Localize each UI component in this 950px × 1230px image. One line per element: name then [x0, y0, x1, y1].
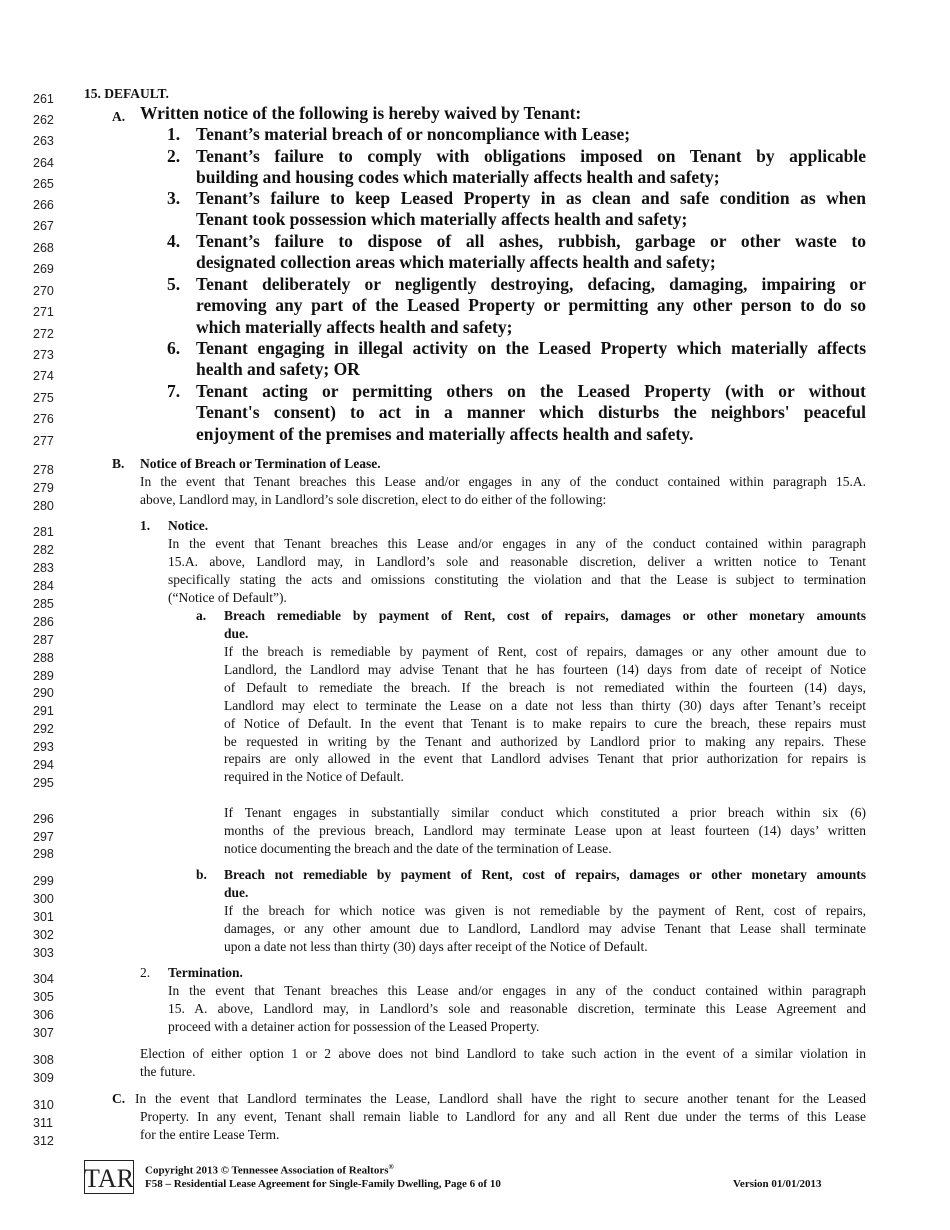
waiver-item-number: 1. — [167, 124, 181, 144]
line-number: 298 — [33, 847, 54, 861]
line-number: 274 — [33, 369, 54, 383]
line-number: 312 — [33, 1134, 54, 1148]
waiver-item-text: Tenant took possession which materially affects health and safety; — [196, 209, 688, 230]
line-number: 273 — [33, 348, 54, 362]
subsection-heading: Written notice of the following is hereby waived by Tenant: — [140, 103, 582, 123]
line-number: 283 — [33, 561, 54, 575]
body-text: 15. A. above, Landlord may, in Landlord’s sole and reasonable discretion, terminate this Lease Agreement and — [168, 1001, 866, 1016]
copyright-text: Copyright 2013 © Tennessee Association of Realtors — [145, 1164, 389, 1177]
waiver-item-number: 5. — [167, 274, 181, 294]
waiver-item-text: removing any part of the Leased Property or permitting any other person to do so — [196, 295, 866, 316]
waiver-item-text: enjoyment of the premises and materially affects health and safety. — [196, 423, 694, 444]
footer-form-line: F58 – Residential Lease Agreement for Single-Family Dwelling, Page 6 of 10 — [145, 1178, 501, 1190]
line-number: 291 — [33, 704, 54, 718]
waiver-item-text: Tenant’s failure to comply with obligations imposed on Tenant by applicable — [196, 146, 866, 166]
line-number: 262 — [33, 113, 54, 127]
line-number: 271 — [33, 305, 54, 319]
body-text: of Default to remediate the breach. If the breach is not remediated within the fourteen (14) days, — [224, 679, 866, 695]
tar-logo-icon — [84, 1160, 134, 1194]
waiver-item-text: Tenant's consent) to act in a manner which disturbs the neighbors' peaceful — [196, 402, 866, 423]
line-number: 303 — [33, 946, 54, 960]
line-number: 276 — [33, 412, 54, 426]
line-number: 292 — [33, 722, 54, 736]
body-text: above, Landlord may, in Landlord’s sole discretion, elect to do either of the following: — [140, 492, 607, 507]
body-text: (“Notice of Default”). — [168, 590, 287, 605]
line-number: 278 — [33, 463, 54, 477]
subsection-letter: C. — [112, 1091, 126, 1106]
body-text: be requested in writing by the Tenant and authorized by Landlord prior to making any repairs. These — [224, 733, 866, 749]
line-number: 284 — [33, 579, 54, 593]
body-text: In the event that Landlord terminates the Lease, Landlord shall have the right to secure another tenant for the Leased — [135, 1091, 866, 1106]
clause-heading: Termination. — [168, 965, 243, 980]
body-text: Landlord, the Landlord may advise Tenant that he has fourteen (14) days from date of receipt of Notice — [224, 661, 866, 677]
line-number: 281 — [33, 525, 54, 539]
registered-mark: ® — [388, 1163, 394, 1171]
line-number: 280 — [33, 499, 54, 513]
line-number: 264 — [33, 156, 54, 170]
body-text: repairs are only allowed in the event that Landlord advises Tenant that prior authorization for repairs is — [224, 751, 866, 767]
body-text: If the breach for which notice was given is not remediable by the payment of Rent, cost of repairs, — [224, 903, 866, 918]
waiver-item-number: 4. — [167, 231, 181, 251]
line-number: 290 — [33, 686, 54, 700]
waiver-item-number: 3. — [167, 188, 181, 208]
line-number: 297 — [33, 830, 54, 844]
item-heading: Breach not remediable by payment of Rent, cost of repairs, damages or other monetary amounts — [224, 867, 866, 882]
item-letter: a. — [196, 608, 207, 623]
subsection-letter: A. — [112, 109, 126, 124]
footer-version: Version 01/01/2013 — [733, 1178, 822, 1190]
line-number: 275 — [33, 391, 54, 405]
footer-copyright — [145, 1163, 394, 1177]
body-text: 15.A. above, Landlord may, in Landlord’s sole and reasonable discretion, deliver a written notice to Tenant — [168, 554, 866, 569]
waiver-item-text: Tenant’s failure to dispose of all ashes, rubbish, garbage or other waste to — [196, 231, 866, 251]
item-letter: b. — [196, 867, 207, 882]
waiver-item-text: health and safety; OR — [196, 359, 360, 380]
body-text: damages, or any other amount due to Landlord, Landlord may advise Tenant that Lease shall terminate — [224, 921, 866, 936]
item-heading: due. — [224, 626, 249, 641]
line-number: 289 — [33, 669, 54, 683]
line-number: 299 — [33, 874, 54, 888]
line-number: 305 — [33, 990, 54, 1004]
subsection-heading: Notice of Breach or Termination of Lease. — [140, 456, 381, 471]
clause-number: 2. — [140, 965, 151, 980]
line-number: 269 — [33, 262, 54, 276]
body-text: In the event that Tenant breaches this Lease and/or engages in any of the conduct contained within paragraph 15.A. — [140, 474, 866, 489]
line-number: 294 — [33, 758, 54, 772]
line-number: 286 — [33, 615, 54, 629]
waiver-item-number: 7. — [167, 381, 181, 401]
tar-logo-text: TAR — [84, 1164, 134, 1193]
waiver-item-text: Tenant’s material breach of or noncompliance with Lease; — [196, 124, 631, 144]
body-text: If Tenant engages in substantially similar conduct which constituted a prior breach within six (6) — [224, 805, 866, 820]
line-number: 270 — [33, 284, 54, 298]
line-number: 304 — [33, 972, 54, 986]
line-number: 310 — [33, 1098, 54, 1112]
clause-number: 1. — [140, 518, 151, 533]
line-number: 309 — [33, 1071, 54, 1085]
body-text: specifically stating the acts and omissions constituting the violation and that the Lease is subject to termination — [168, 572, 866, 587]
body-text: Property. In any event, Tenant shall remain liable to Landlord for any and all Rent due under the terms of this Lease — [140, 1109, 866, 1124]
line-number: 265 — [33, 177, 54, 191]
body-text: In the event that Tenant breaches this Lease and/or engages in any of the conduct contained within paragraph — [168, 536, 866, 551]
line-number: 287 — [33, 633, 54, 647]
body-text: required in the Notice of Default. — [224, 769, 404, 785]
line-number: 293 — [33, 740, 54, 754]
line-number: 306 — [33, 1008, 54, 1022]
waiver-item-text: which materially affects health and safety; — [196, 316, 513, 337]
waiver-item-text: Tenant deliberately or negligently destroying, defacing, damaging, impairing or — [196, 274, 866, 294]
line-number: 288 — [33, 651, 54, 665]
line-number: 279 — [33, 481, 54, 495]
body-text: If the breach is remediable by payment of Rent, cost of repairs, damages or any other amount due to — [224, 644, 866, 659]
subsection-letter: B. — [112, 456, 125, 471]
line-number: 282 — [33, 543, 54, 557]
body-text: for the entire Lease Term. — [140, 1127, 280, 1142]
line-number: 267 — [33, 219, 54, 233]
body-text: upon a date not less than thirty (30) days after receipt of the Notice of Default. — [224, 939, 648, 954]
line-number: 272 — [33, 327, 54, 341]
line-number: 300 — [33, 892, 54, 906]
line-number: 295 — [33, 776, 54, 790]
body-text: In the event that Tenant breaches this Lease and/or engages in any of the conduct contained within paragraph — [168, 983, 866, 998]
line-number: 308 — [33, 1053, 54, 1067]
waiver-item-number: 2. — [167, 146, 181, 166]
body-text: months of the previous breach, Landlord may terminate Lease upon at least fourteen (14) days’ written — [224, 822, 866, 838]
line-number: 268 — [33, 241, 54, 255]
tar-logo — [84, 1160, 134, 1194]
waiver-item-number: 6. — [167, 338, 181, 358]
line-number: 311 — [33, 1116, 53, 1130]
item-heading: Breach remediable by payment of Rent, cost of repairs, damages or other monetary amounts — [224, 608, 866, 623]
waiver-item-text: Tenant’s failure to keep Leased Property in as clean and safe condition as when — [196, 188, 866, 208]
body-text: Election of either option 1 or 2 above does not bind Landlord to take such action in the event of a similar violation in — [140, 1046, 866, 1061]
line-number: 266 — [33, 198, 54, 212]
waiver-item-text: Tenant acting or permitting others on the Leased Property (with or without — [196, 381, 866, 401]
waiver-item-text: Tenant engaging in illegal activity on the Leased Property which materially affects — [196, 338, 866, 358]
item-heading: due. — [224, 885, 249, 900]
line-number: 307 — [33, 1026, 54, 1040]
line-number: 277 — [33, 434, 54, 448]
line-number: 302 — [33, 928, 54, 942]
waiver-item-text: building and housing codes which materially affects health and safety; — [196, 167, 720, 188]
body-text: of Notice of Default. In the event that Tenant is to make repairs to cure the breach, these repairs must — [224, 715, 866, 731]
clause-heading: Notice. — [168, 518, 209, 533]
line-number: 285 — [33, 597, 54, 611]
line-number: 261 — [33, 92, 54, 106]
line-number: 301 — [33, 910, 54, 924]
body-text: Landlord may elect to terminate the Lease on a date not less than thirty (30) days after Tenant’s receipt — [224, 697, 866, 713]
section-title: 15. DEFAULT. — [84, 86, 169, 101]
line-number: 263 — [33, 134, 54, 148]
waiver-item-text: designated collection areas which materially affects health and safety; — [196, 252, 716, 273]
body-text: proceed with a detainer action for possession of the Leased Property. — [168, 1019, 540, 1034]
body-text: notice documenting the breach and the date of the termination of Lease. — [224, 840, 612, 856]
body-text: the future. — [140, 1064, 196, 1079]
line-number: 296 — [33, 812, 54, 826]
